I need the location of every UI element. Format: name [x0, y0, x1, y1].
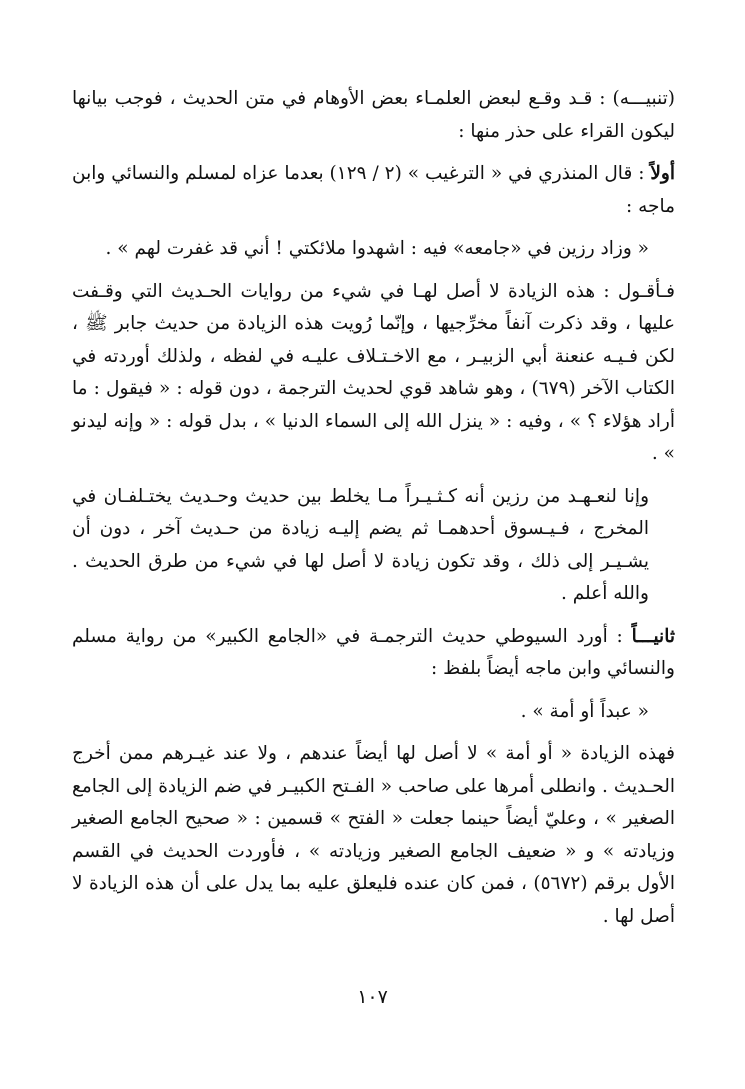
- conclusion-paragraph: [72, 738, 675, 933]
- note-paragraph: [72, 83, 675, 148]
- short-quote-paragraph: [72, 696, 675, 729]
- razin-paragraph: [72, 481, 675, 611]
- quote-paragraph: [72, 233, 675, 266]
- paragraph-text: فهذه الزيادة « أو أمة » لا أصل لها أيضاً عندهم ، ولا عند غيـرهم ممن أخرج الحـديث . وانطلى أمرها على صاحب « الفـتح الكبيـر في ضم الزيادة إلى الجامع الصغير » ، وعليّ أيضاً حينما جعلت « الفتح » قسمين : « صحيح الجامع الصغير وزيادته » و « ضعيف الجامع الصغير وزيادته » ، فأوردت الحديث في القسم الأول برقم (٥٦٧٢) ، فمن كان عنده فليعلق عليه بما يدل على أن هذه الزيادة لا أصل لها .: [72, 743, 675, 927]
- page-body: [72, 83, 675, 933]
- second-point-heading: ثانيـــاً: [631, 625, 675, 647]
- second-point-paragraph: [72, 621, 675, 686]
- page-number: ١٠٧: [357, 986, 388, 1008]
- paragraph-text: (تنبيـــه) : قـد وقـع لبعض العلمـاء بعض الأوهام في متن الحديث ، فوجب بيانها ليكون القراء على حذر منها :: [72, 88, 675, 142]
- paragraph-text: « عبداً أو أمة » .: [520, 700, 649, 722]
- paragraph-text: وإنا لنعـهـد من رزين أنه كـثـيـراً مـا يخلط بين حديث وحـديث يختـلفـان في المخرج ، فـيـسوق أحدهمـا ثم يضم إليـه زيادة من حـديث آخر ، دون أن يشـيـر إلى ذلك ، وقد تكون زيادة لا أصل لها في شيء من طرق الحديث . والله أعلم .: [72, 485, 649, 604]
- paragraph-text: « وزاد رزين في «جامعه» فيه : اشهدوا ملائكتي ! أني قد غفرت لهم » .: [105, 238, 649, 259]
- response-paragraph: [72, 276, 675, 471]
- paragraph-text: فـأقـول : هذه الزيادة لا أصل لهـا في شيء من روايات الحـديث التي وقـفت عليها ، وقد ذكرت آنفاً مخرِّجيها ، وإنّما رُويت هذه الزيادة من حديث جابر ﷺ ، لكن فـيـه عنعنة أبي الزبيـر ، مع الاخـتـلاف عليـه في لفظه ، ولذلك أوردته في الكتاب الآخر (٦٧٩) ، وهو شاهد قوي لحديث الترجمة ، دون قوله : « فيقول : ما أراد هؤلاء ؟ » ، وفيه : « ينزل الله إلى السماء الدنيا » ، بدل قوله : « وإنه ليدنو » .: [72, 280, 675, 464]
- paragraph-text: : قال المنذري في « الترغيب » (٢ / ١٢٩) بعدما عزاه لمسلم والنسائي وابن ماجه :: [72, 163, 675, 217]
- first-point-paragraph: [72, 158, 675, 223]
- paragraph-text: : أورد السيوطي حديث الترجمـة في «الجامع الكبير» من رواية مسلم والنسائي وابن ماجه أيضاً بلفظ :: [72, 625, 675, 679]
- first-point-heading: أولاً: [650, 163, 675, 184]
